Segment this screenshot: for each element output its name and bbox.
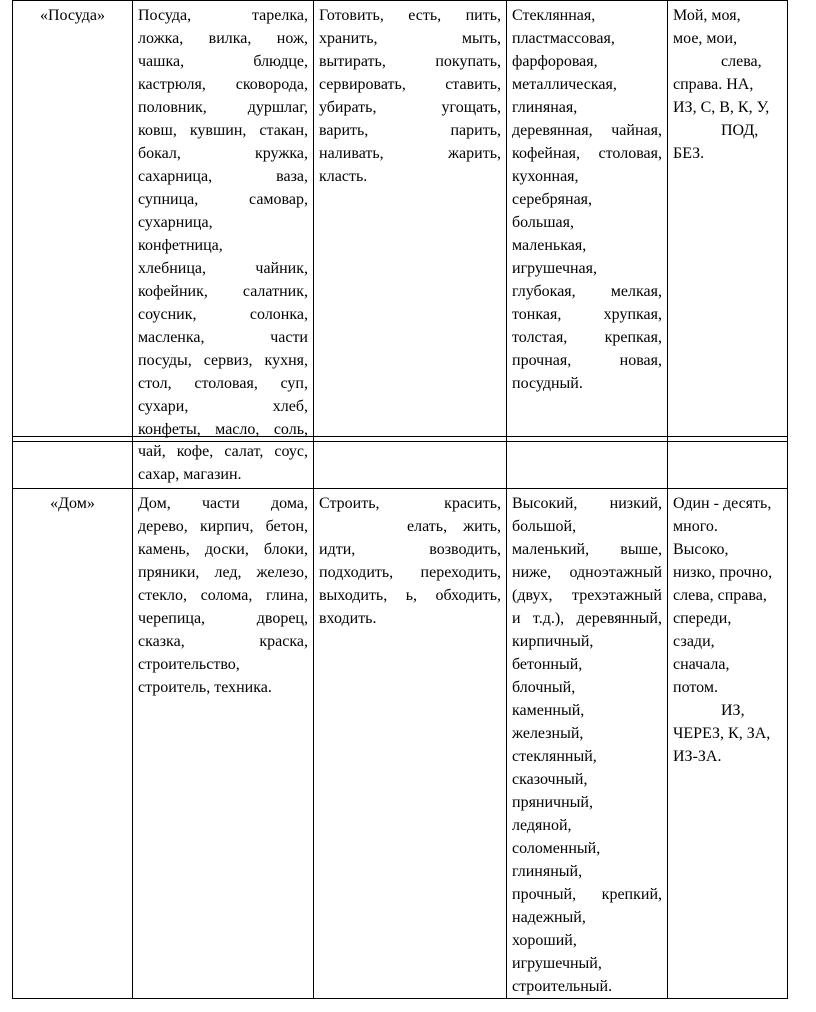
text-line: чай, кофе, салат, соус, — [138, 443, 308, 460]
text-line: игрушечный, — [512, 955, 602, 972]
text-line: хранить, мыть, — [319, 30, 501, 47]
text-line: Один - десять, — [673, 495, 772, 512]
text-line: ПОД, — [721, 122, 759, 139]
text-line: хлебница, чайник, — [138, 260, 308, 277]
text-line: большая, — [512, 214, 574, 231]
text-line: елать, жить, — [407, 518, 501, 535]
text-line: Высокий, низкий, — [512, 495, 662, 512]
text-line: Посуда, тарелка, — [138, 7, 308, 24]
text-line: сначала, — [673, 656, 730, 673]
text-line: игрушечная, — [512, 260, 598, 277]
text-line: подходить, переходить, — [319, 564, 501, 581]
text-line: ЧЕРЕЗ, К, ЗА, — [673, 725, 771, 742]
text-line: Мой, моя, — [673, 7, 741, 24]
text-line: строитель, техника. — [138, 679, 272, 696]
text-line: каменный, — [512, 702, 585, 719]
table-row — [13, 437, 788, 489]
text-line: бокал, кружка, — [138, 145, 308, 162]
text-line: слева, справа, — [673, 587, 767, 604]
text-line: мое, мои, — [673, 30, 738, 47]
other-words-cell — [668, 1, 788, 442]
text-line: ИЗ, — [721, 702, 745, 719]
vocabulary-table-bottom — [12, 436, 788, 999]
text-line: убирать, угощать, — [319, 99, 501, 116]
text-line: пряничный, — [512, 794, 593, 811]
text-line: пряники, лед, железо, — [138, 564, 308, 581]
text-line: Высоко, — [673, 541, 729, 558]
verbs-cell — [314, 437, 507, 489]
text-line: слева, — [721, 53, 762, 70]
text-line: глиняный, — [512, 863, 583, 880]
text-line: супница, самовар, — [138, 191, 308, 208]
text-line: потом. — [673, 679, 718, 696]
text-line: Строить, красить, — [319, 495, 501, 512]
text-line: дерево, кирпич, бетон, — [138, 518, 308, 535]
other-words-cell — [668, 437, 788, 489]
text-line: ИЗ-ЗА. — [673, 748, 722, 765]
text-line: глубокая, мелкая, — [512, 283, 662, 300]
text-line: сахарница, ваза, — [138, 168, 308, 185]
text-line: прочная, новая, — [512, 352, 662, 369]
text-line: стол, столовая, суп, — [138, 375, 308, 392]
text-line: входить. — [319, 610, 377, 627]
vocabulary-table-top — [12, 0, 788, 442]
text-line: класть. — [319, 168, 368, 185]
text-line: кофейник, салатник, — [138, 283, 308, 300]
text-line: маленький, выше, — [512, 541, 662, 558]
text-line: соломенный, — [512, 840, 601, 857]
text-line: конфеты, масло, соль, — [138, 421, 308, 438]
text-line: кирпичный, — [512, 633, 594, 650]
text-line: ледяной, — [512, 817, 572, 834]
text-line: ковш, кувшин, стакан, — [138, 122, 308, 139]
text-line: много. — [673, 518, 718, 535]
text-line: сзади, — [673, 633, 715, 650]
text-line: Готовить, есть, пить, — [319, 7, 501, 24]
text-line: железный, — [512, 725, 584, 742]
text-line: (двух, трехэтажный — [512, 587, 662, 604]
text-line: сказка, краска, — [138, 633, 308, 650]
text-line: варить, парить, — [319, 122, 501, 139]
table-row — [13, 489, 788, 999]
text-line: посудный. — [512, 375, 583, 392]
text-line: черепица, дворец, — [138, 610, 308, 627]
text-line: чашка, блюдце, — [138, 53, 308, 70]
text-line: деревянная, чайная, — [512, 122, 662, 139]
text-line: сахар, магазин. — [138, 466, 242, 483]
text-line: бетонный, — [512, 656, 583, 673]
nouns-cell — [133, 437, 314, 489]
text-line: вытирать, покупать, — [319, 53, 501, 70]
text-line: строительство, — [138, 656, 240, 673]
other-words-cell — [668, 489, 788, 999]
text-line: соусник, солонка, — [138, 306, 308, 323]
text-line: металлическая, — [512, 76, 617, 93]
text-line: сухарница, — [138, 214, 213, 231]
text-line: спереди, — [673, 610, 732, 627]
verbs-cell — [314, 1, 507, 442]
text-line: справа. НА, — [673, 76, 754, 93]
text-line: кофейная, столовая, — [512, 145, 662, 162]
text-line: наливать, жарить, — [319, 145, 501, 162]
text-line: половник, дуршлаг, — [138, 99, 308, 116]
table-row — [13, 1, 788, 442]
text-line: идти, возводить, — [319, 541, 501, 558]
text-line: надежный, — [512, 909, 586, 926]
text-line: кухонная, — [512, 168, 579, 185]
text-line: ложка, вилка, нож, — [138, 30, 308, 47]
text-line: низко, прочно, — [673, 564, 773, 581]
text-line: сухари, хлеб, — [138, 398, 308, 415]
category-cell — [13, 489, 133, 999]
text-line: маленькая, — [512, 237, 587, 254]
adjectives-cell — [507, 1, 668, 442]
adjectives-cell — [507, 489, 668, 999]
text-line: масленка, части — [138, 329, 308, 346]
text-line: ИЗ, С, В, К, У, — [673, 99, 770, 116]
text-line: кастрюля, сковорода, — [138, 76, 308, 93]
category-cell — [13, 437, 133, 489]
category-label: «Посуда» — [39, 7, 106, 24]
text-line: стеклянный, — [512, 748, 597, 765]
text-line: строительный. — [512, 978, 613, 995]
nouns-cell — [133, 489, 314, 999]
category-cell — [13, 1, 133, 442]
text-line: блочный, — [512, 679, 576, 696]
text-line: фарфоровая, — [512, 53, 598, 70]
text-line: стекло, солома, глина, — [138, 587, 308, 604]
text-line: выходить, ь, обходить, — [319, 587, 501, 604]
text-line: сказочный, — [512, 771, 588, 788]
text-line: камень, доски, блоки, — [138, 541, 308, 558]
text-line: толстая, крепкая, — [512, 329, 662, 346]
text-line: Дом, части дома, — [138, 495, 308, 512]
text-line: большой, — [512, 518, 577, 535]
category-label: «Дом» — [50, 495, 95, 512]
text-line: глиняная, — [512, 99, 578, 116]
text-line: Стеклянная, — [512, 7, 596, 24]
nouns-cell — [133, 1, 314, 442]
adjectives-cell — [507, 437, 668, 489]
text-line: конфетница, — [138, 237, 223, 254]
verbs-cell — [314, 489, 507, 999]
text-line: и т.д.), деревянный, — [512, 610, 662, 627]
text-line: прочный, крепкий, — [512, 886, 662, 903]
text-line: ниже, одноэтажный — [512, 564, 662, 581]
text-line: пластмассовая, — [512, 30, 615, 47]
text-line: тонкая, хрупкая, — [512, 306, 662, 323]
text-line: сервировать, ставить, — [319, 76, 501, 93]
text-line: хороший, — [512, 932, 577, 949]
text-line: посуды, сервиз, кухня, — [138, 352, 308, 369]
text-line: серебряная, — [512, 191, 593, 208]
text-line: БЕЗ. — [673, 145, 705, 162]
